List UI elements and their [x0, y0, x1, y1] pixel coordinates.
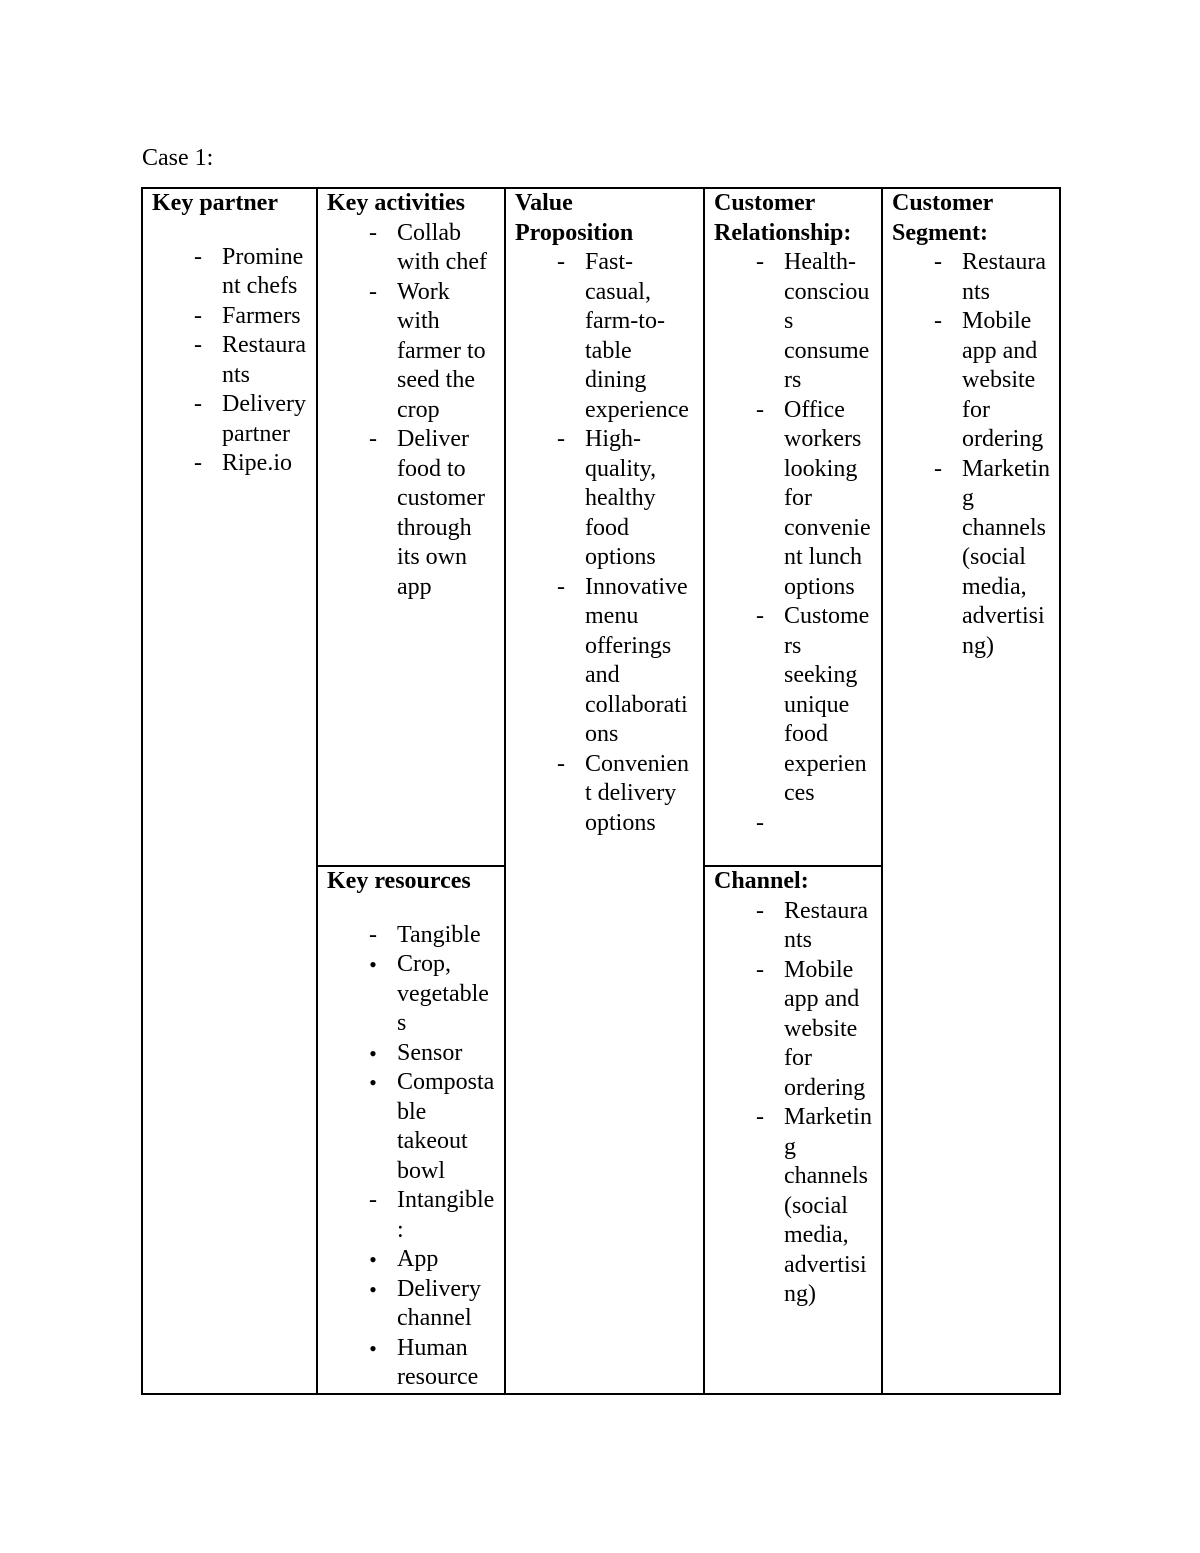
value-proposition-heading: Value Proposition	[515, 190, 634, 246]
list-item	[892, 307, 1051, 455]
channel-list	[714, 897, 873, 1310]
list-item-text: Tangible	[397, 921, 481, 948]
list-item-text: Innovative menu offerings and collaborations	[585, 573, 688, 747]
dash-marker: -	[934, 308, 942, 334]
customer-segment-heading: Customer Segment:	[892, 190, 993, 246]
list-item-text: Ripe.io	[222, 450, 292, 476]
dash-marker: -	[194, 243, 202, 270]
customer-relationship-cell	[704, 188, 882, 866]
list-item-text: Customers seeking unique food experiences	[784, 603, 870, 806]
list-item	[714, 809, 873, 839]
key-partner-heading: Key partner	[152, 190, 278, 216]
list-item-text: Office workers looking for convenient lunch options	[784, 396, 871, 600]
case-label: Case 1:	[142, 145, 214, 171]
dash-marker: -	[369, 219, 377, 246]
list-item-text: Restaurants	[784, 897, 868, 953]
key-partner-list	[152, 243, 308, 479]
key-resources-cell	[317, 866, 505, 1394]
list-item	[327, 1245, 496, 1275]
list-item	[327, 278, 496, 426]
key-resources-list	[327, 921, 496, 1393]
list-item	[714, 602, 873, 809]
list-item-text: Compostable takeout bowl	[397, 1069, 495, 1184]
dash-marker: -	[557, 426, 565, 452]
list-item-text: Crop, vegetables	[397, 951, 489, 1036]
dash-marker: -	[369, 278, 377, 305]
bullet-marker: •	[369, 1335, 377, 1361]
channel-heading: Channel:	[714, 868, 809, 894]
list-item	[714, 897, 873, 956]
key-resources-heading: Key resources	[327, 868, 471, 894]
list-item	[327, 1068, 496, 1186]
list-item-text: Work with farmer to seed the crop	[397, 278, 486, 423]
list-item-text: Mobile app and website for ordering	[784, 956, 866, 1101]
list-item-text: Sensor	[397, 1039, 463, 1066]
list-item-text: Prominent chefs	[222, 243, 304, 299]
dash-marker: -	[194, 450, 202, 476]
list-item	[714, 396, 873, 603]
list-item	[515, 425, 695, 573]
list-item	[892, 248, 1051, 307]
dash-marker: -	[369, 1187, 377, 1213]
dash-marker: -	[756, 1104, 764, 1130]
dash-marker: -	[934, 249, 942, 275]
key-activities-list	[327, 219, 496, 603]
dash-marker: -	[194, 302, 202, 329]
list-item	[327, 1039, 496, 1069]
dash-marker: -	[557, 249, 565, 275]
key-partner-cell	[142, 188, 317, 1394]
dash-marker: -	[557, 573, 565, 600]
list-item	[152, 243, 308, 302]
dash-marker: -	[756, 897, 764, 924]
list-item	[515, 750, 695, 839]
list-item	[327, 1275, 496, 1334]
list-item	[714, 956, 873, 1104]
list-item	[152, 449, 308, 479]
list-item	[327, 950, 496, 1039]
customer-segment-list	[892, 248, 1051, 661]
list-item-text: Delivery partner	[222, 391, 306, 447]
list-item-text: Health-conscious consumers	[784, 249, 870, 393]
dash-marker: -	[756, 809, 764, 836]
list-item	[327, 1334, 496, 1393]
list-item	[714, 248, 873, 396]
customer-relationship-list	[714, 248, 873, 838]
list-item	[327, 425, 496, 602]
list-item-text: Convenient delivery options	[585, 750, 689, 836]
list-item-text: Human resource	[397, 1334, 479, 1390]
list-item-text: Collab with chef	[397, 219, 487, 275]
dash-marker: -	[756, 956, 764, 983]
list-item-text: High-quality, healthy food options	[585, 426, 657, 570]
value-proposition-list	[515, 248, 695, 838]
key-activities-cell	[317, 188, 505, 866]
dash-marker: -	[756, 396, 764, 423]
value-proposition-cell	[505, 188, 704, 1394]
list-item-text: Restaurants	[962, 249, 1046, 305]
list-item-text: Deliver food to customer through its own app	[397, 426, 485, 600]
dash-marker: -	[557, 750, 565, 777]
bullet-marker: •	[369, 952, 377, 977]
list-item-text: Farmers	[222, 302, 301, 329]
bullet-marker: •	[369, 1247, 377, 1272]
list-item-text: Delivery channel	[397, 1275, 481, 1331]
bullet-marker: •	[369, 1276, 377, 1302]
list-item	[327, 219, 496, 278]
key-activities-heading: Key activities	[327, 190, 465, 216]
list-item	[515, 248, 695, 425]
channel-cell	[704, 866, 882, 1394]
list-item-text: Mobile app and website for ordering	[962, 308, 1044, 452]
dash-marker: -	[756, 249, 764, 275]
list-item	[892, 455, 1051, 662]
list-item	[515, 573, 695, 750]
bullet-marker: •	[369, 1070, 377, 1095]
dash-marker: -	[756, 603, 764, 629]
customer-relationship-heading: Customer Relationship:	[714, 190, 852, 246]
business-model-canvas-table	[141, 187, 1061, 1395]
list-item	[714, 1103, 873, 1310]
list-item	[327, 1186, 496, 1245]
list-item-text: Intangible:	[397, 1187, 495, 1243]
dash-marker: -	[194, 332, 202, 358]
list-item-text: Marketing channels (social media, advertising)	[962, 455, 1050, 659]
dash-marker: -	[369, 921, 377, 948]
dash-marker: -	[194, 391, 202, 417]
dash-marker: -	[934, 455, 942, 482]
list-item	[152, 390, 308, 449]
list-item	[152, 302, 308, 332]
bullet-marker: •	[369, 1040, 377, 1066]
list-item	[152, 331, 308, 390]
list-item-text: Restaurants	[222, 332, 306, 388]
list-item	[327, 921, 496, 951]
customer-segment-cell	[882, 188, 1060, 1394]
list-item-text: App	[397, 1246, 439, 1272]
list-item-text: Fast-casual, farm-to-table dining experience	[585, 249, 689, 423]
list-item-text: Marketing channels (social media, advertising)	[784, 1104, 872, 1307]
dash-marker: -	[369, 426, 377, 452]
